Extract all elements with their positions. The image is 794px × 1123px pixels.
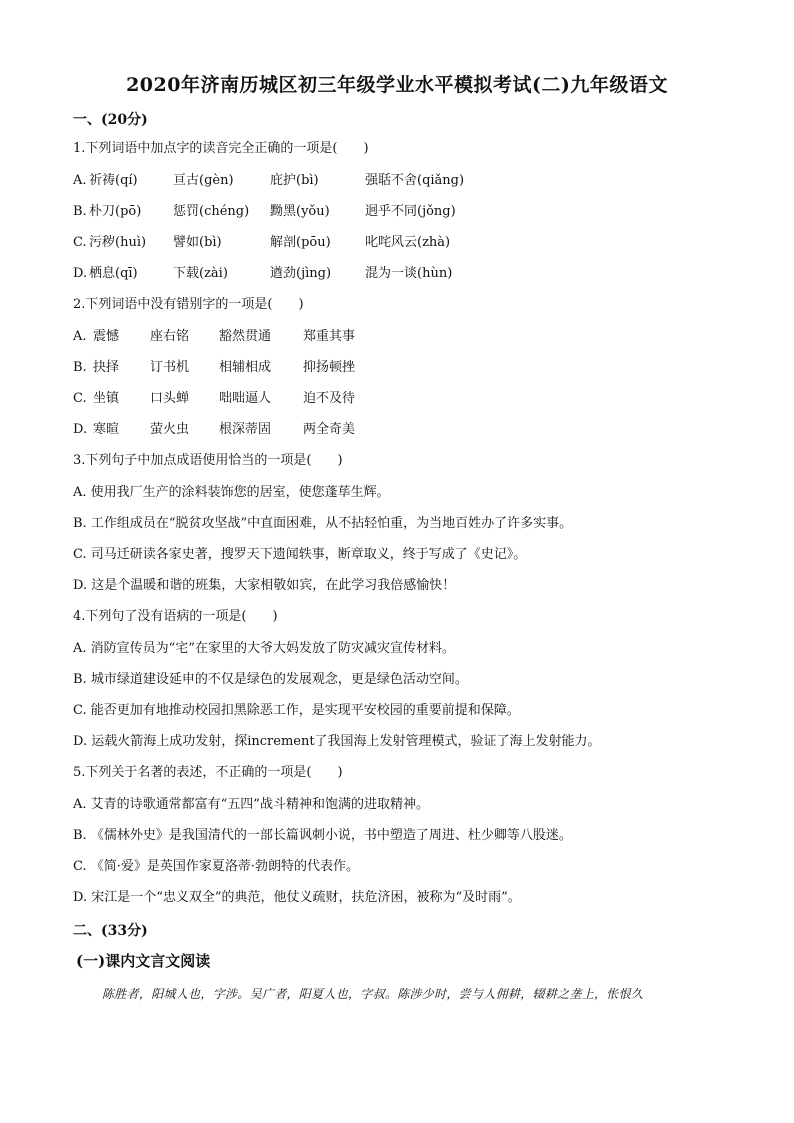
option-key: B. [73,204,87,219]
option-word: 遒劲(jìng) [270,266,332,281]
option-word: 污秽(huì) [89,235,147,250]
option-word: 强聒不舍(qiǎng) [365,173,465,188]
option-word: 迥乎不同(jǒng) [365,204,456,219]
option-word: 震憾 [93,329,120,344]
option-word: 下载(zài) [173,266,228,281]
option-word: 咄咄逼人 [219,391,272,406]
option-word: 混为一谈(hùn) [365,266,453,281]
passage-text: 陈胜者，阳城人也，字涉。吴广者，阳夏人也，字叔。陈涉少时，尝与人佣耕，辍耕之垄上，怅恨久 [102,987,644,1001]
page-title: 2020年济南历城区初三年级学业水平模拟考试(二)九年级语文 [126,74,668,96]
option-word: 豁然贯通 [219,329,272,344]
option-word: 口头蝉 [150,391,190,406]
option-word: 郑重其事 [303,329,356,344]
option-word: 朴刀(pō) [89,204,142,219]
q5-option-a: A. 艾青的诗歌通常都富有“五四”战斗精神和饱满的进取精神。 [73,797,429,812]
question-4-stem: 4.下列句了没有语病的一项是( ) [73,609,278,624]
option-word: 相辅相成 [219,360,272,375]
option-word: 寒暄 [93,422,120,437]
option-word: 祈祷(qí) [89,173,138,188]
q5-option-b: B. 《儒林外史》是我国清代的一部长篇讽刺小说，书中塑造了周进、杜少卿等八股迷。 [73,828,572,843]
option-word: 抉择 [93,360,120,375]
option-word: 座右铭 [150,329,190,344]
option-word: 订书机 [150,360,190,375]
option-word: 抑扬顿挫 [303,360,356,375]
q3-option-c: C. 司马迁研读各家史著，搜罗天下遗闻轶事，断章取义，终于写成了《史记》。 [73,547,527,562]
question-5-stem: 5.下列关于名著的表述，不正确的一项是( ) [73,765,343,780]
section-heading-2: 二、(33分) [73,923,148,939]
q3-option-d: D. 这是个温暖和谐的班集，大家相敬如宾，在此学习我倍感愉快！ [73,578,456,593]
question-3-stem: 3.下列句子中加点成语使用恰当的一项是( ) [73,453,343,468]
q5-option-d: D. 宋江是一个“忠义双全”的典范，他仗义疏财，扶危济困，被称为“及时雨”。 [73,890,521,905]
option-key: D. [73,422,88,437]
q4-option-c: C. 能否更加有地推动校园扣黑除恶工作，是实现平安校园的重要前提和保障。 [73,703,520,718]
option-key: A. [73,329,87,344]
option-key: D. [73,266,88,281]
option-word: 黝黑(yǒu) [270,204,330,219]
option-word: 两全奇美 [303,422,356,437]
subsection-heading: (一)课内文言文阅读 [76,952,211,970]
q5-option-c: C. 《简·爱》是英国作家夏洛蒂·勃朗特的代表作。 [73,859,360,874]
section-heading-1: 一、(20分) [73,112,148,128]
option-word: 萤火虫 [150,422,190,437]
q3-option-a: A. 使用我厂生产的涂料装饰您的居室，使您蓬荜生辉。 [73,485,390,500]
q4-option-d: D. 运载火箭海上成功发射，探increment了我国海上发射管理模式，验证了海上发射能力。 [73,734,601,749]
option-key: B. [73,360,87,375]
option-word: 惩罚(chéng) [173,204,250,219]
question-2-stem: 2.下列词语中没有错别字的一项是( ) [73,297,304,312]
question-1-stem: 1.下列词语中加点字的读音完全正确的一项是( ) [73,141,369,156]
q4-option-a: A. 消防宣传员为“宅”在家里的大爷大妈发放了防灾减灾宣传材料。 [73,641,455,656]
option-word: 栖息(qī) [89,266,138,281]
option-key: A. [73,173,87,188]
option-word: 亘古(gèn) [173,173,234,188]
option-word: 庇护(bì) [270,173,319,188]
q4-option-b: B. 城市绿道建设延申的不仅是绿色的发展观念，更是绿色活动空间。 [73,672,468,687]
option-word: 譬如(bì) [173,235,222,250]
option-word: 解剖(pōu) [270,235,331,250]
option-word: 根深蒂固 [219,422,272,437]
q3-option-b: B. 工作组成员在“脱贫攻坚战”中直面困难，从不拈轻怕重，为当地百姓办了许多实事。 [73,516,573,531]
option-key: C. [73,235,87,250]
option-word: 叱咤风云(zhà) [365,235,451,250]
option-word: 迫不及待 [303,391,356,406]
option-key: C. [73,391,87,406]
option-word: 坐镇 [93,391,120,406]
